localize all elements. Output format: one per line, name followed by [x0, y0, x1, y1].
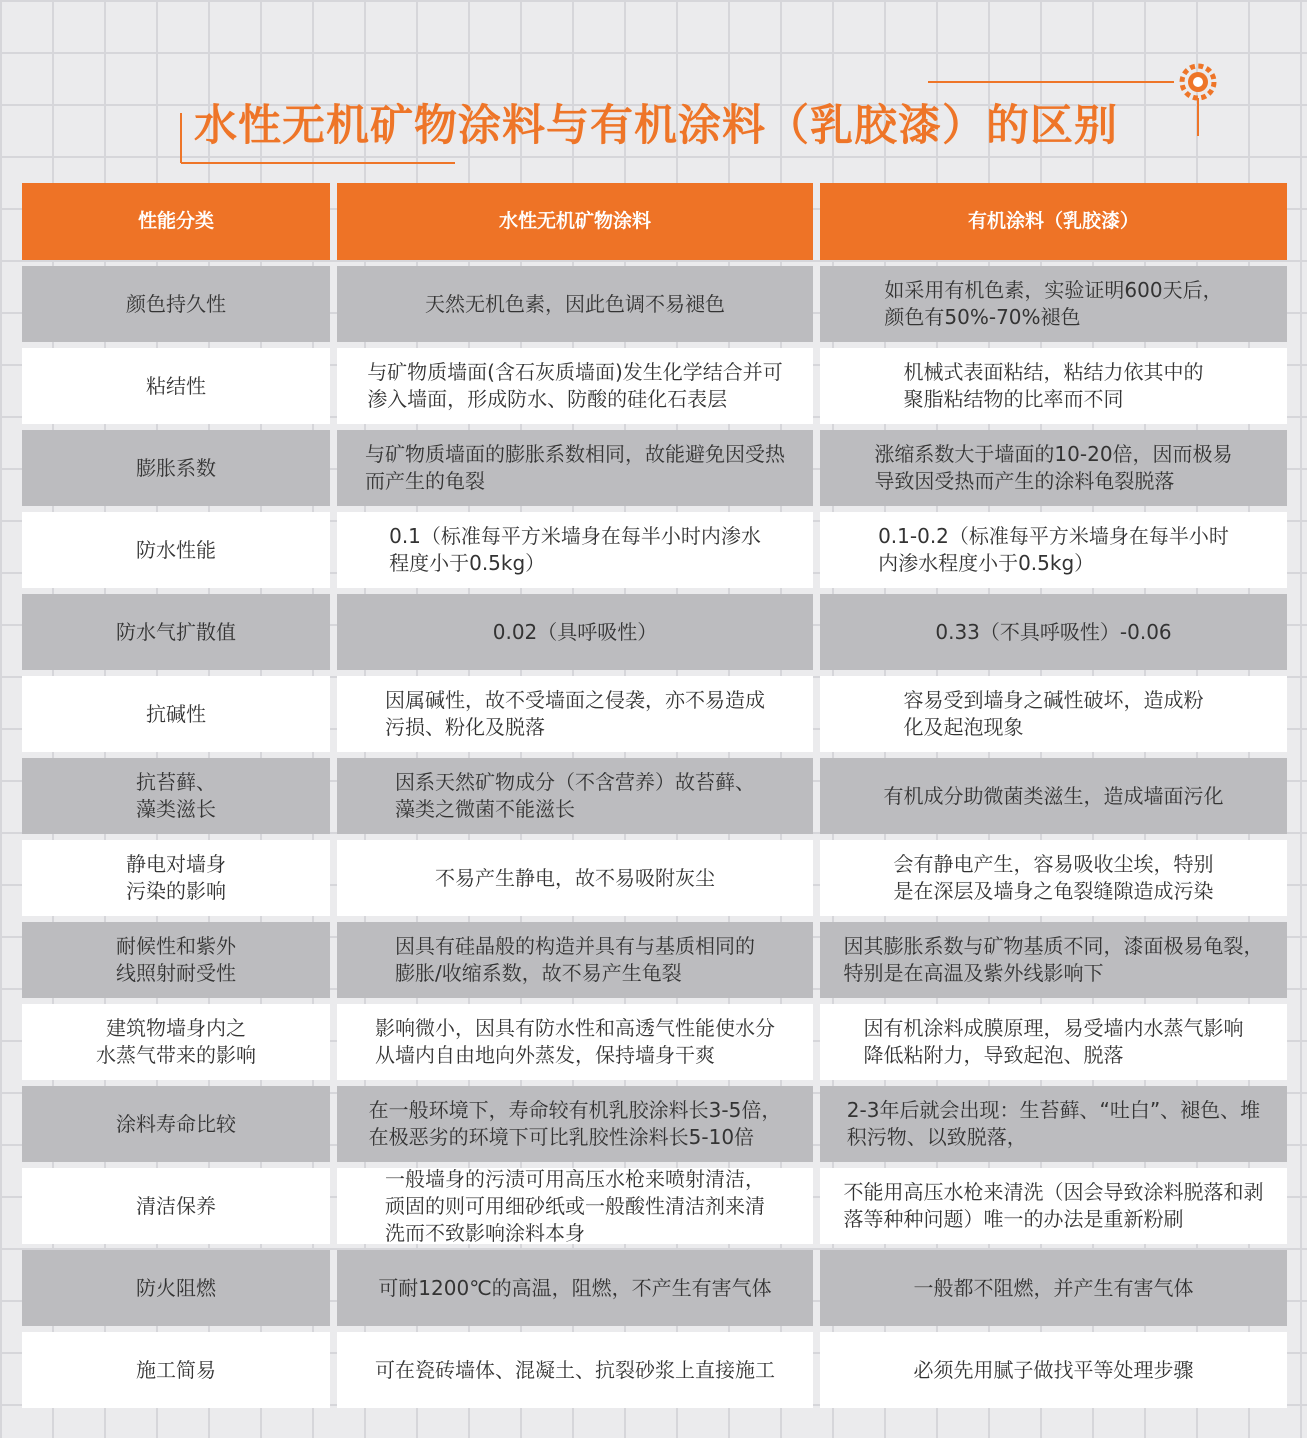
inorganic-cell	[337, 1250, 813, 1326]
cell-line: 抗苔藓、	[136, 770, 216, 794]
cell-text	[116, 1111, 236, 1138]
cell-text	[935, 619, 1171, 646]
inorganic-cell	[337, 594, 813, 670]
cell-line: 防水气扩散值	[116, 619, 236, 644]
page-title: 水性无机矿物涂料与有机涂料（乳胶漆）的区别	[194, 101, 1118, 151]
cell-text	[904, 359, 1204, 413]
cell-line: 在一般环境下，寿命较有机乳胶涂料长3-5倍，	[368, 1098, 782, 1122]
category-cell	[22, 1250, 330, 1326]
organic-cell	[820, 1250, 1287, 1326]
organic-cell	[820, 1168, 1287, 1244]
cell-text	[395, 933, 755, 987]
cell-text	[435, 865, 715, 892]
category-cell	[22, 430, 330, 506]
cell-line: 抗碱性	[146, 701, 206, 726]
cell-line: 建筑物墙身内之	[106, 1016, 246, 1040]
cell-line: 不能用高压水枪来清洗（因会导致涂料脱落和剥	[843, 1180, 1264, 1204]
organic-cell	[820, 348, 1287, 424]
category-cell	[22, 1086, 330, 1162]
cell-text	[365, 441, 785, 495]
cell-line: 降低粘附力，导致起泡、脱落	[863, 1043, 1124, 1067]
inorganic-cell	[337, 1332, 813, 1408]
cell-line: 机械式表面粘结，粘结力依其中的	[903, 360, 1204, 384]
category-cell	[22, 266, 330, 342]
cell-line: 0.1（标准每平方米墙身在每半小时内渗水	[389, 524, 761, 548]
cell-text	[894, 851, 1214, 905]
cell-line: 会有静电产生，容易吸收尘埃，特别	[893, 852, 1214, 876]
cell-line: 2-3年后就会出现：生苔藓、“吐白”、褪色、堆	[846, 1098, 1261, 1122]
organic-cell	[820, 840, 1287, 916]
cell-text	[375, 1357, 775, 1384]
cell-line: 特别是在高温及紫外线影响下	[843, 961, 1104, 985]
category-cell	[22, 1004, 330, 1080]
cell-text	[116, 933, 236, 987]
organic-cell	[820, 1086, 1287, 1162]
cell-line: 在极恶劣的环境下可比乳胶性涂料长5-10倍	[368, 1125, 755, 1149]
inorganic-cell	[337, 512, 813, 588]
cell-text	[425, 291, 725, 318]
cell-line: 0.1-0.2（标准每平方米墙身在每半小时	[878, 524, 1229, 548]
category-cell	[22, 512, 330, 588]
cell-text	[914, 1357, 1194, 1384]
inorganic-cell	[337, 1086, 813, 1162]
cell-text	[389, 523, 761, 577]
cell-line: 静电对墙身	[126, 852, 226, 876]
inorganic-cell	[337, 676, 813, 752]
header-inorganic: 水性无机矿物涂料	[337, 183, 813, 260]
cell-text	[369, 1097, 782, 1151]
category-cell	[22, 348, 330, 424]
inorganic-cell	[337, 348, 813, 424]
cell-line: 线照射耐受性	[116, 961, 236, 985]
cell-line: 不易产生静电，故不易吸附灰尘	[435, 865, 715, 890]
cell-line: 因其膨胀系数与矿物基质不同，漆面极易龟裂，	[843, 934, 1264, 958]
cell-text	[116, 619, 236, 646]
cell-text	[126, 291, 226, 318]
cell-line: 防火阻燃	[136, 1275, 216, 1300]
cell-line: 耐候性和紫外	[116, 934, 236, 958]
cell-text	[847, 1097, 1260, 1151]
cell-line: 容易受到墙身之碱性破坏，造成粉	[903, 688, 1204, 712]
header-category: 性能分类	[22, 183, 330, 260]
cell-line: 程度小于0.5kg）	[389, 551, 546, 575]
cell-text	[884, 783, 1224, 810]
cell-text	[96, 1015, 256, 1069]
cell-text	[136, 1193, 216, 1220]
cell-line: 颜色持久性	[126, 291, 226, 316]
cell-line: 颜色有50%-70%褪色	[884, 305, 1081, 329]
cell-line: 有机成分助微菌类滋生，造成墙面污化	[883, 783, 1224, 808]
cell-text	[878, 523, 1229, 577]
organic-cell	[820, 430, 1287, 506]
cell-line: 与矿物质墙面(含石灰质墙面)发生化学结合并可	[367, 360, 783, 384]
cell-line: 聚脂粘结物的比率而不同	[903, 387, 1124, 411]
cell-line: 可耐1200℃的高温，阻燃，不产生有害气体	[378, 1275, 772, 1300]
cell-line: 一般墙身的污渍可用高压水枪来喷射清洁，	[385, 1166, 765, 1191]
cell-text	[136, 537, 216, 564]
category-cell	[22, 1168, 330, 1244]
cell-line: 因属碱性，故不受墙面之侵袭，亦不易造成	[385, 688, 765, 712]
cell-line: 施工简易	[136, 1357, 216, 1382]
cell-line: 如采用有机色素，实验证明600天后，	[884, 278, 1223, 302]
inorganic-cell	[337, 758, 813, 834]
cell-line: 因具有硅晶般的构造并具有与基质相同的	[395, 934, 755, 958]
organic-cell	[820, 758, 1287, 834]
cell-line: 洗而不致影响涂料本身	[385, 1220, 585, 1245]
cell-line: 导致因受热而产生的涂料龟裂脱落	[874, 469, 1175, 493]
organic-cell	[820, 594, 1287, 670]
organic-cell	[820, 512, 1287, 588]
cell-line: 膨胀/收缩系数，故不易产生龟裂	[395, 961, 682, 985]
cell-line: 顽固的则可用细砂纸或一般酸性清洁剂来清	[385, 1193, 765, 1218]
category-cell	[22, 594, 330, 670]
cell-text	[136, 769, 216, 823]
category-cell	[22, 1332, 330, 1408]
cell-line: 粘结性	[146, 373, 206, 398]
title-area	[0, 0, 1307, 180]
cell-line: 是在深层及墙身之龟裂缝隙造成污染	[893, 879, 1214, 903]
cell-line: 影响微小，因具有防水性和高透气性能使水分	[375, 1016, 775, 1040]
cell-line: 0.02（具呼吸性）	[492, 619, 658, 644]
cell-text	[914, 1275, 1194, 1302]
cell-text	[844, 1179, 1264, 1233]
category-cell	[22, 840, 330, 916]
organic-cell	[820, 1004, 1287, 1080]
cell-text	[375, 1015, 775, 1069]
cell-text	[874, 441, 1232, 495]
cell-line: 化及起泡现象	[903, 715, 1024, 739]
cell-text	[136, 1357, 216, 1384]
cell-line: 清洁保养	[136, 1193, 216, 1218]
cell-text	[844, 933, 1264, 987]
organic-cell	[820, 922, 1287, 998]
cell-text	[493, 619, 658, 646]
cell-line: 因系天然矿物成分（不含营养）故苔藓、	[395, 770, 755, 794]
cell-line: 涨缩系数大于墙面的10-20倍，因而极易	[874, 442, 1233, 466]
cell-text	[395, 769, 755, 823]
cell-line: 内渗水程度小于0.5kg）	[878, 551, 1095, 575]
inorganic-cell	[337, 266, 813, 342]
cell-line: 污染的影响	[126, 879, 226, 903]
cell-line: 水蒸气带来的影响	[96, 1043, 256, 1067]
cell-line: 藻类滋长	[136, 797, 216, 821]
cell-line: 与矿物质墙面的膨胀系数相同，故能避免因受热	[365, 442, 785, 466]
inorganic-cell	[337, 922, 813, 998]
cell-line: 污损、粉化及脱落	[385, 715, 545, 739]
cell-line: 涂料寿命比较	[116, 1111, 236, 1136]
cell-line: 渗入墙面，形成防水、防酸的硅化石表层	[367, 387, 728, 411]
cell-line: 藻类之微菌不能滋长	[395, 797, 575, 821]
cell-text	[884, 277, 1222, 331]
cell-text	[378, 1275, 771, 1302]
cell-text	[864, 1015, 1244, 1069]
cell-line: 积污物、以致脱落，	[846, 1125, 1027, 1149]
organic-cell	[820, 676, 1287, 752]
comparison-table	[22, 183, 1287, 1408]
inorganic-cell	[337, 430, 813, 506]
cell-line: 必须先用腻子做找平等处理步骤	[913, 1357, 1194, 1382]
cell-text	[136, 1275, 216, 1302]
cell-line: 落等种种问题）唯一的办法是重新粉刷	[843, 1207, 1184, 1231]
category-cell	[22, 676, 330, 752]
category-cell	[22, 758, 330, 834]
cell-line: 而产生的龟裂	[365, 469, 485, 493]
cell-text	[136, 455, 216, 482]
cell-line: 0.33（不具呼吸性）-0.06	[935, 619, 1172, 644]
cell-line: 因有机涂料成膜原理，易受墙内水蒸气影响	[863, 1016, 1244, 1040]
cell-text	[904, 687, 1204, 741]
cell-text	[367, 359, 783, 413]
cell-text	[385, 1166, 765, 1247]
header-organic: 有机涂料（乳胶漆）	[820, 183, 1287, 260]
cell-line: 天然无机色素，因此色调不易褪色	[425, 291, 725, 316]
cell-line: 防水性能	[136, 537, 216, 562]
gear-icon	[1182, 66, 1214, 98]
cell-line: 膨胀系数	[136, 455, 216, 480]
inorganic-cell	[337, 1168, 813, 1244]
cell-line: 从墙内自由地向外蒸发，保持墙身干爽	[375, 1043, 715, 1067]
cell-text	[126, 851, 226, 905]
organic-cell	[820, 1332, 1287, 1408]
inorganic-cell	[337, 1004, 813, 1080]
cell-text	[146, 373, 206, 400]
cell-line: 可在瓷砖墙体、混凝土、抗裂砂浆上直接施工	[375, 1357, 775, 1382]
cell-text	[385, 687, 765, 741]
category-cell	[22, 922, 330, 998]
inorganic-cell	[337, 840, 813, 916]
cell-line: 一般都不阻燃，并产生有害气体	[913, 1275, 1194, 1300]
organic-cell	[820, 266, 1287, 342]
cell-text	[146, 701, 206, 728]
